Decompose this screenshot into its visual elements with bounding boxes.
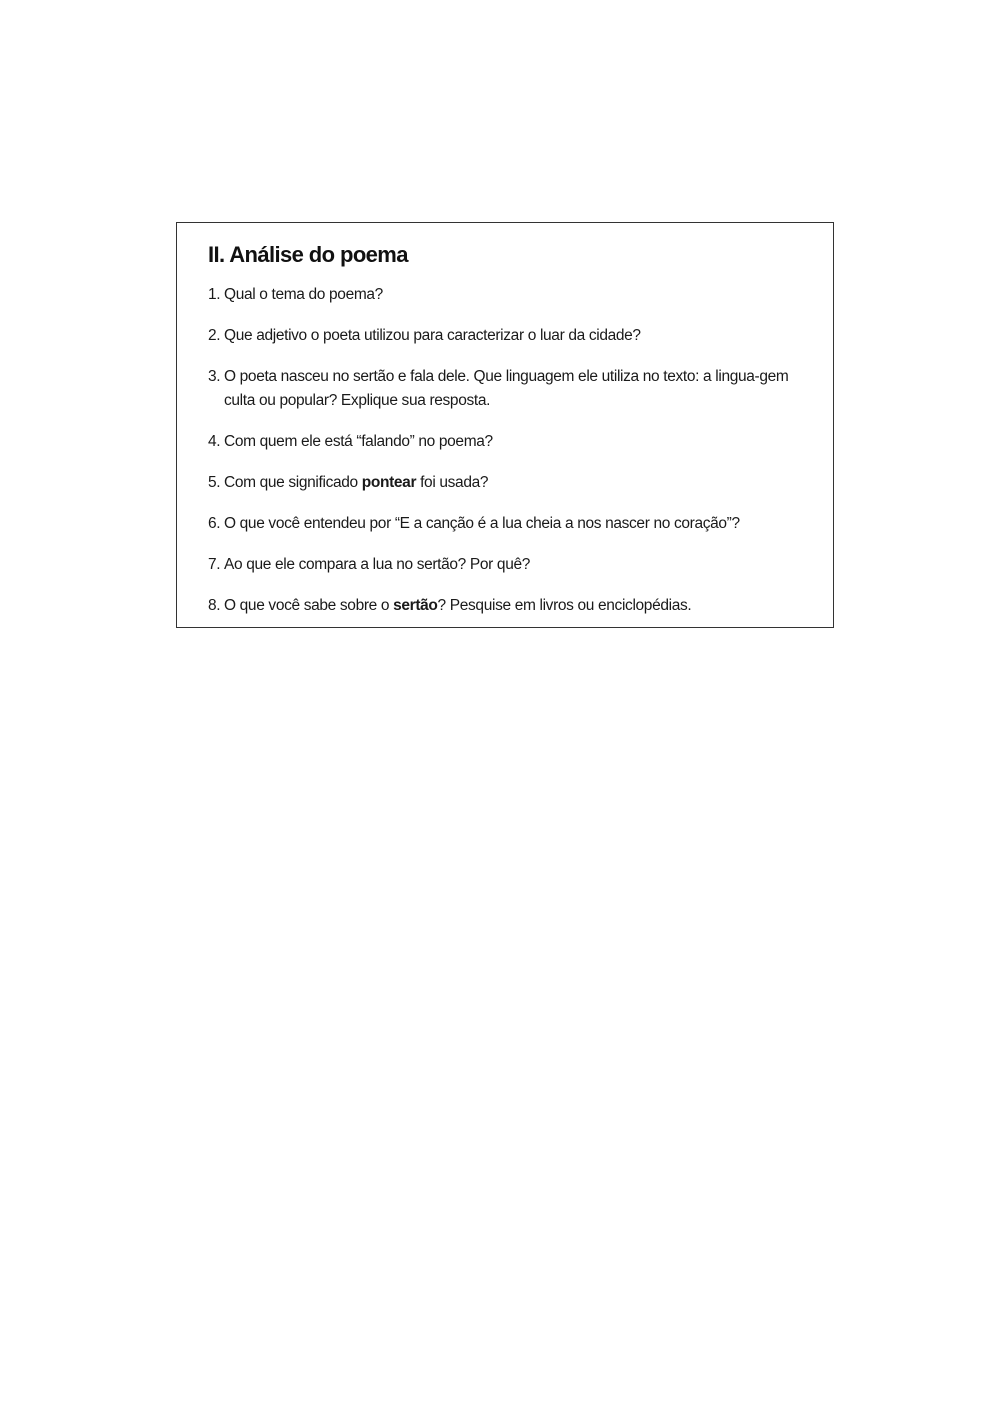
question-item xyxy=(208,512,803,536)
question-text xyxy=(224,283,803,307)
question-text-part: O poeta nasceu no sertão e fala dele. Que linguagem ele utiliza no texto: a lingua-gem culta ou popular? Explique sua resposta. xyxy=(224,368,789,409)
question-text-part: Com que significado xyxy=(224,474,362,491)
question-text-part: foi usada? xyxy=(416,474,489,491)
question-text xyxy=(224,430,803,454)
question-text-part: O que você sabe sobre o xyxy=(224,597,394,614)
question-text xyxy=(224,365,803,413)
question-number: 4. xyxy=(208,433,221,450)
question-list xyxy=(208,283,803,618)
question-text-part: Com quem ele está “falando” no poema? xyxy=(224,433,493,450)
question-text xyxy=(224,594,803,618)
question-text xyxy=(224,324,803,348)
question-text-part: Qual o tema do poema? xyxy=(224,286,383,303)
question-item xyxy=(208,324,803,348)
question-keyword: pontear xyxy=(361,474,417,491)
question-item xyxy=(208,471,803,495)
question-item xyxy=(208,430,803,454)
question-number: 5. xyxy=(208,474,221,491)
section-title: II. Análise do poema xyxy=(208,242,408,267)
question-number: 3. xyxy=(208,368,221,385)
question-number: 8. xyxy=(208,597,221,614)
question-item xyxy=(208,553,803,577)
question-text xyxy=(224,553,803,577)
question-text-part: O que você entendeu por “E a canção é a lua cheia a nos nascer no coração”? xyxy=(224,515,740,532)
question-item xyxy=(208,365,803,413)
question-number: 2. xyxy=(208,327,221,344)
question-text-part: Ao que ele compara a lua no sertão? Por quê? xyxy=(224,556,531,573)
question-text xyxy=(224,512,803,536)
worksheet-box xyxy=(176,222,834,628)
question-keyword: sertão xyxy=(393,597,438,614)
question-text xyxy=(224,471,803,495)
question-item xyxy=(208,594,803,618)
question-number: 1. xyxy=(208,286,221,303)
question-text-part: Que adjetivo o poeta utilizou para caracterizar o luar da cidade? xyxy=(224,327,641,344)
question-number: 6. xyxy=(208,515,221,532)
question-text-part: ? Pesquise em livros ou enciclopédias. xyxy=(437,597,692,614)
question-item xyxy=(208,283,803,307)
question-number: 7. xyxy=(208,556,221,573)
